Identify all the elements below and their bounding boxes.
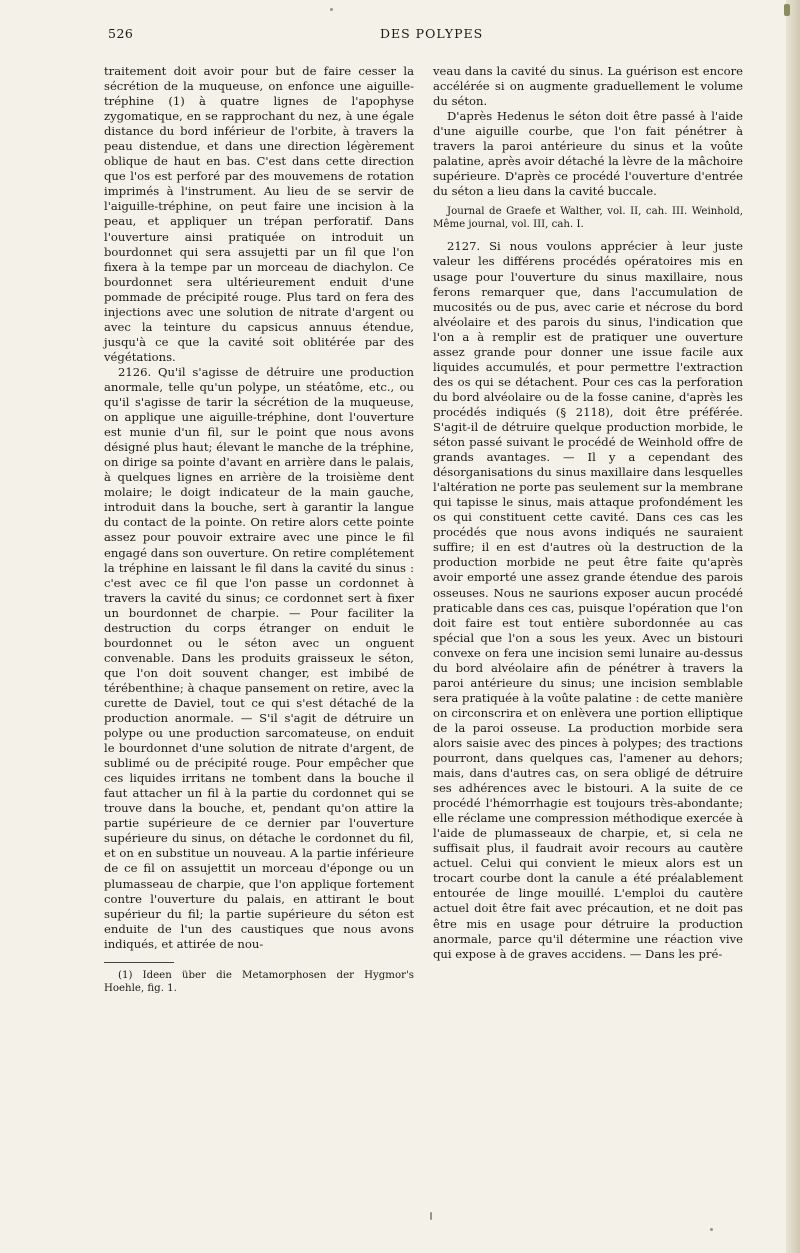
left-column (104, 64, 414, 995)
footnote-rule (104, 962, 174, 963)
paragraph-2126: 2126. Qu'il s'agisse de détruire une production anormale, telle qu'un polype, un stéatôme, etc., ou qu'il s'agisse de tarir la sécrétion de la muqueuse, on applique une aiguille-tréphine, dont l'ouverture est munie d'un fil, sur le point que nous avons désigné plus haut; élevant le manche de la tréphine, on dirige sa pointe d'avant en arrière dans le palais, à quelques lignes en arrière de la troisième dent molaire; le doigt indicateur de la main gauche, introduit dans la bouche, sert à garantir la langue du contact de la pointe. On retire alors cette pointe assez pour pouvoir extraire avec une pince le fil engagé dans son ouverture. On retire complétement la tréphine en laissant le fil dans la cavité du sinus : c'est avec ce fil que l'on passe un cordonnet à travers la cavité du sinus; ce cordonnet sert à fixer un bourdonnet de charpie. — Pour faciliter la destruction du corps étranger on enduit le bourdonnet ou le séton avec un onguent convenable. Dans les produits graisseux le séton, que l'on doit souvent changer, est imbibé de térébenthine; à chaque pansement on retire, avec la curette de Daviel, tout ce qui s'est détaché de la production anormale. — S'il s'agit de détruire un polype ou une production sarcomateuse, on enduit le bourdonnet d'une solution de nitrate d'argent, de sublimé ou de précipité rouge. Pour empêcher que ces liquides irritans ne tombent dans la bouche il faut attacher un fil à la partie du cordonnet qui se trouve dans la bouche, et, pendant qu'on attire la partie supérieure de ce dernier par l'ouverture supérieure du sinus, on détache le cordonnet du fil, et on en substitue un nouveau. A la partie inférieure de ce fil on assujettit un morceau d'éponge ou un plumasseau de charpie, que l'on applique fortement contre l'ouverture du palais, en attirant le bout supérieur du fil; la partie supérieure du séton est enduite de l'un des caustiques que nous avons indiqués, et attirée de nou- (104, 364, 414, 951)
scan-speck (710, 1228, 713, 1231)
scan-speck (430, 1212, 432, 1220)
running-title: DES POLYPES (380, 26, 484, 41)
page-edge-shadow (786, 0, 800, 1253)
footnote: (1) Ideen über die Metamorphosen der Hygmor's Hoehle, fig. 1. (104, 969, 414, 994)
paragraph-hedenus: D'après Hedenus le séton doit être passé à l'aide d'une aiguille courbe, que l'on fait pénétrer à travers la paroi antérieure du sinus et la voûte palatine, après avoir détaché la lèvre de la mâchoire supérieure. D'après ce procédé l'ouverture d'entrée du séton a lieu dans la cavité buccale. (433, 109, 743, 199)
journal-reference: Journal de Graefe et Walther, vol. II, cah. III. Weinhold, Même journal, vol. III, cah. I. (433, 206, 743, 231)
scan-speck (330, 8, 333, 11)
paragraph-continued: veau dans la cavité du sinus. La guérison est encore accélérée si on augmente graduellement le volume du séton. (433, 64, 743, 109)
paragraph: traitement doit avoir pour but de faire cesser la sécrétion de la muqueuse, on enfonce une aiguille-tréphine (1) à quatre lignes de l'apophyse zygomatique, en se rapprochant du nez, à une égale distance du bord inférieur de l'orbite, à travers la peau distendue, et dans une direction légèrement oblique de haut en bas. C'est dans cette direction que l'os est perforé par des mouvemens de rotation imprimés à l'instrument. Au lieu de se servir de l'aiguille-tréphine, on peut faire une incision à la peau, et appliquer un trépan perforatif. Dans l'ouverture ainsi pratiquée on introduit un bourdonnet qui sera assujetti par un fil que l'on fixera à la tempe par un morceau de diachylon. Ce bourdonnet sera ultérieurement enduit d'une pommade de précipité rouge. Plus tard on fera des injections avec une solution de nitrate d'argent ou avec la teinture du capsicus annuus étendue, jusqu'à ce que la cavité soit oblitérée par des végétations. (104, 64, 414, 364)
paragraph-2127: 2127. Si nous voulons apprécier à leur juste valeur les différens procédés opératoires mis en usage pour l'ouverture du sinus maxillaire, nous ferons remarquer que, dans l'accumulation de mucosités ou de pus, avec carie et nécrose du bord alvéolaire et des parois du sinus, l'indication que l'on a à remplir est de pratiquer une ouverture assez grande pour donner une issue facile aux liquides accumulés, et pour permettre l'extraction des os qui se détachent. Pour ces cas la perforation du bord alvéolaire ou de la fosse canine, d'après les procédés indiqués (§ 2118), doit être préférée. S'agit-il de détruire quelque production morbide, le séton passé suivant le procédé de Weinhold offre de grands avantages. — Il y a cependant des désorganisations du sinus maxillaire dans lesquelles l'altération ne porte pas seulement sur la membrane qui tapisse le sinus, mais attaque profondément les os qui constituent cette cavité. Dans ces cas les procédés que nous avons indiqués ne sauraient suffire; il en est d'autres où la destruction de la production morbide ne peut être faite qu'après avoir emporté une assez grande étendue des parois osseuses. Nous ne saurions exposer aucun procédé praticable dans ces cas, puisque l'opération que l'on doit faire est tout entière subordonnée au cas spécial que l'on a sous les yeux. Avec un bistouri convexe on fera une incision semi lunaire au-dessus du bord alvéolaire afin de pénétrer à travers la paroi antérieure du sinus; une incision semblable sera pratiquée à la voûte palatine : de cette manière on circonscrira et on enlèvera une portion elliptique de la paroi osseuse. La production morbide sera alors saisie avec des pinces à polypes; des tractions pourront, dans quelques cas, l'amener au dehors; mais, dans d'autres cas, on sera obligé de détruire ses adhérences avec le bistouri. A la suite de ce procédé l'hémorrhagie est toujours très-abondante; elle réclame une compression méthodique exercée à l'aide de plumasseaux de charpie, et, si cela ne suffisait plus, il faudrait avoir recours au cautère actuel. Celui qui convient le mieux alors est un trocart courbe dont la canule a été préalablement entourée de linge mouillé. L'emploi du cautère actuel doit être fait avec précaution, et ne doit pas être mis en usage pour détruire la production anormale, parce qu'il détermine une réaction vive qui expose à de graves accidens. — Dans les pré- (433, 239, 743, 961)
running-head (108, 26, 748, 44)
right-column (433, 64, 743, 962)
scan-tab-mark (784, 4, 790, 16)
page-number: 526 (108, 26, 134, 41)
